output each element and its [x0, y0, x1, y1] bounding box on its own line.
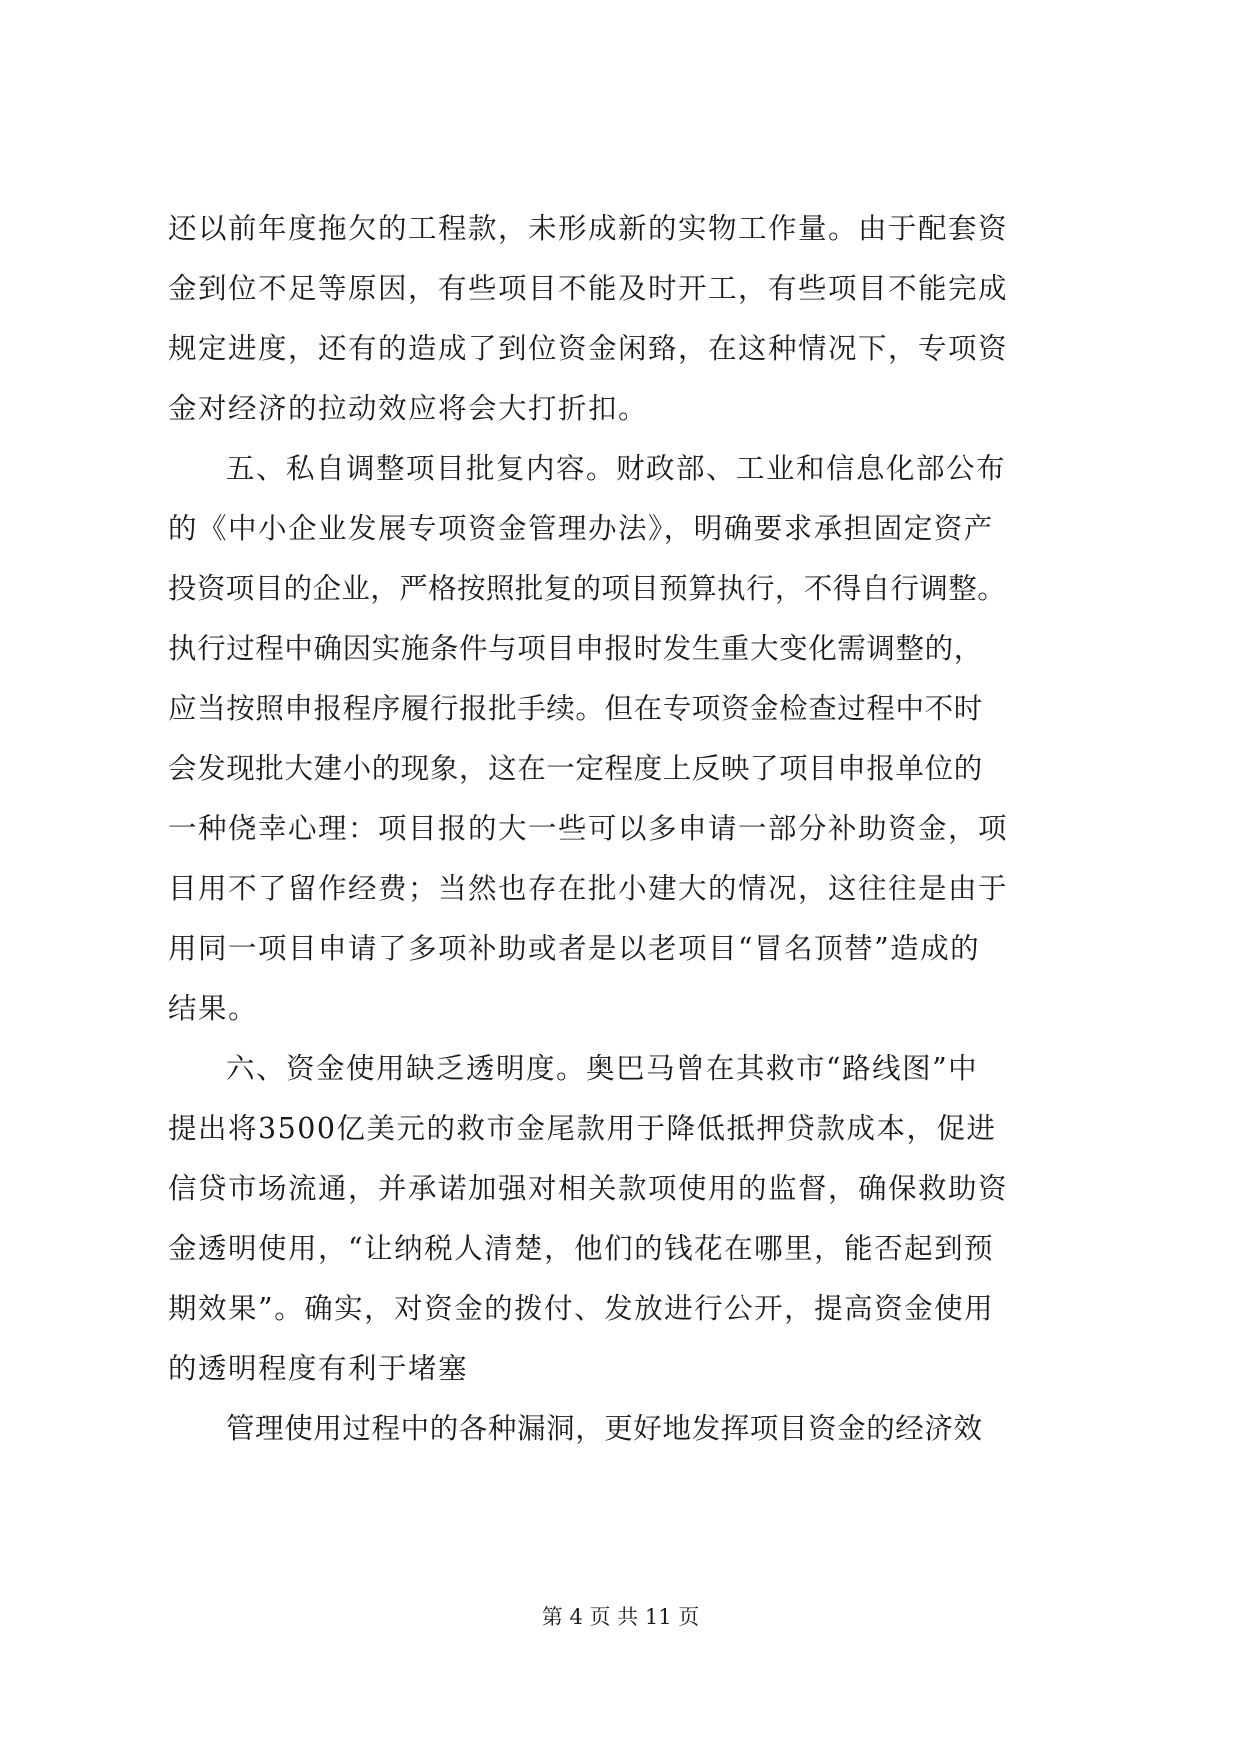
text-line-17: 信贷市场流通，并承诺加强对相关款项使用的监督，确保救助资 [168, 1172, 1009, 1205]
text-line-20: 的透明程度有利于堵塞 [168, 1352, 469, 1385]
text-line-9: 应当按照申报程序履行报批手续。但在专项资金检查过程中不时 [168, 692, 983, 725]
text-line-19: 期效果”。确实，对资金的拨付、发放进行公开，提高资金使用 [168, 1292, 995, 1325]
text-line-13: 用同一项目申请了多项补助或者是以老项目“冒名顶替”造成的 [168, 932, 981, 965]
text-line-7: 投资项目的企业，严格按照批复的项目预算执行，不得自行调整。 [168, 572, 1007, 605]
paragraph-heading-6: 六、资金使用缺乏透明度。奥巴马曾在其救市“路线图”中 [226, 1052, 979, 1085]
text-line-18: 金透明使用，“让纳税人清楚，他们的钱花在哪里，能否起到预 [168, 1232, 995, 1265]
text-line-10: 会发现批大建小的现象，这在一定程度上反映了项目申报单位的 [168, 752, 983, 785]
text-line-2: 金到位不足等原因，有些项目不能及时开工，有些项目不能完成 [168, 272, 1009, 305]
page-number-footer: 第 4 页 共 11 页 [541, 1605, 700, 1629]
text-line-11: 一种侥幸心理：项目报的大一些可以多申请一部分补助资金，项 [168, 812, 1009, 845]
text-line-21: 管理使用过程中的各种漏洞，更好地发挥项目资金的经济效 [226, 1412, 983, 1445]
text-line-4: 金对经济的拉动效应将会大打折扣。 [168, 392, 649, 425]
text-line-3: 规定进度，还有的造成了到位资金闲臵，在这种情况下，专项资 [168, 332, 1009, 365]
text-line-16: 提出将3500亿美元的救市金尾款用于降低抵押贷款成本，促进 [168, 1112, 997, 1145]
text-line-12: 目用不了留作经费；当然也存在批小建大的情况，这往往是由于 [168, 872, 1009, 905]
text-line-8: 执行过程中确因实施条件与项目申报时发生重大变化需调整的， [168, 632, 983, 665]
text-line-6: 的《中小企业发展专项资金管理办法》，明确要求承担固定资产 [168, 512, 994, 545]
text-line-1: 还以前年度拖欠的工程款，未形成新的实物工作量。由于配套资 [168, 212, 1009, 245]
text-line-14: 结果。 [168, 992, 259, 1025]
paragraph-heading-5: 五、私自调整项目批复内容。财政部、工业和信息化部公布 [226, 452, 1007, 485]
